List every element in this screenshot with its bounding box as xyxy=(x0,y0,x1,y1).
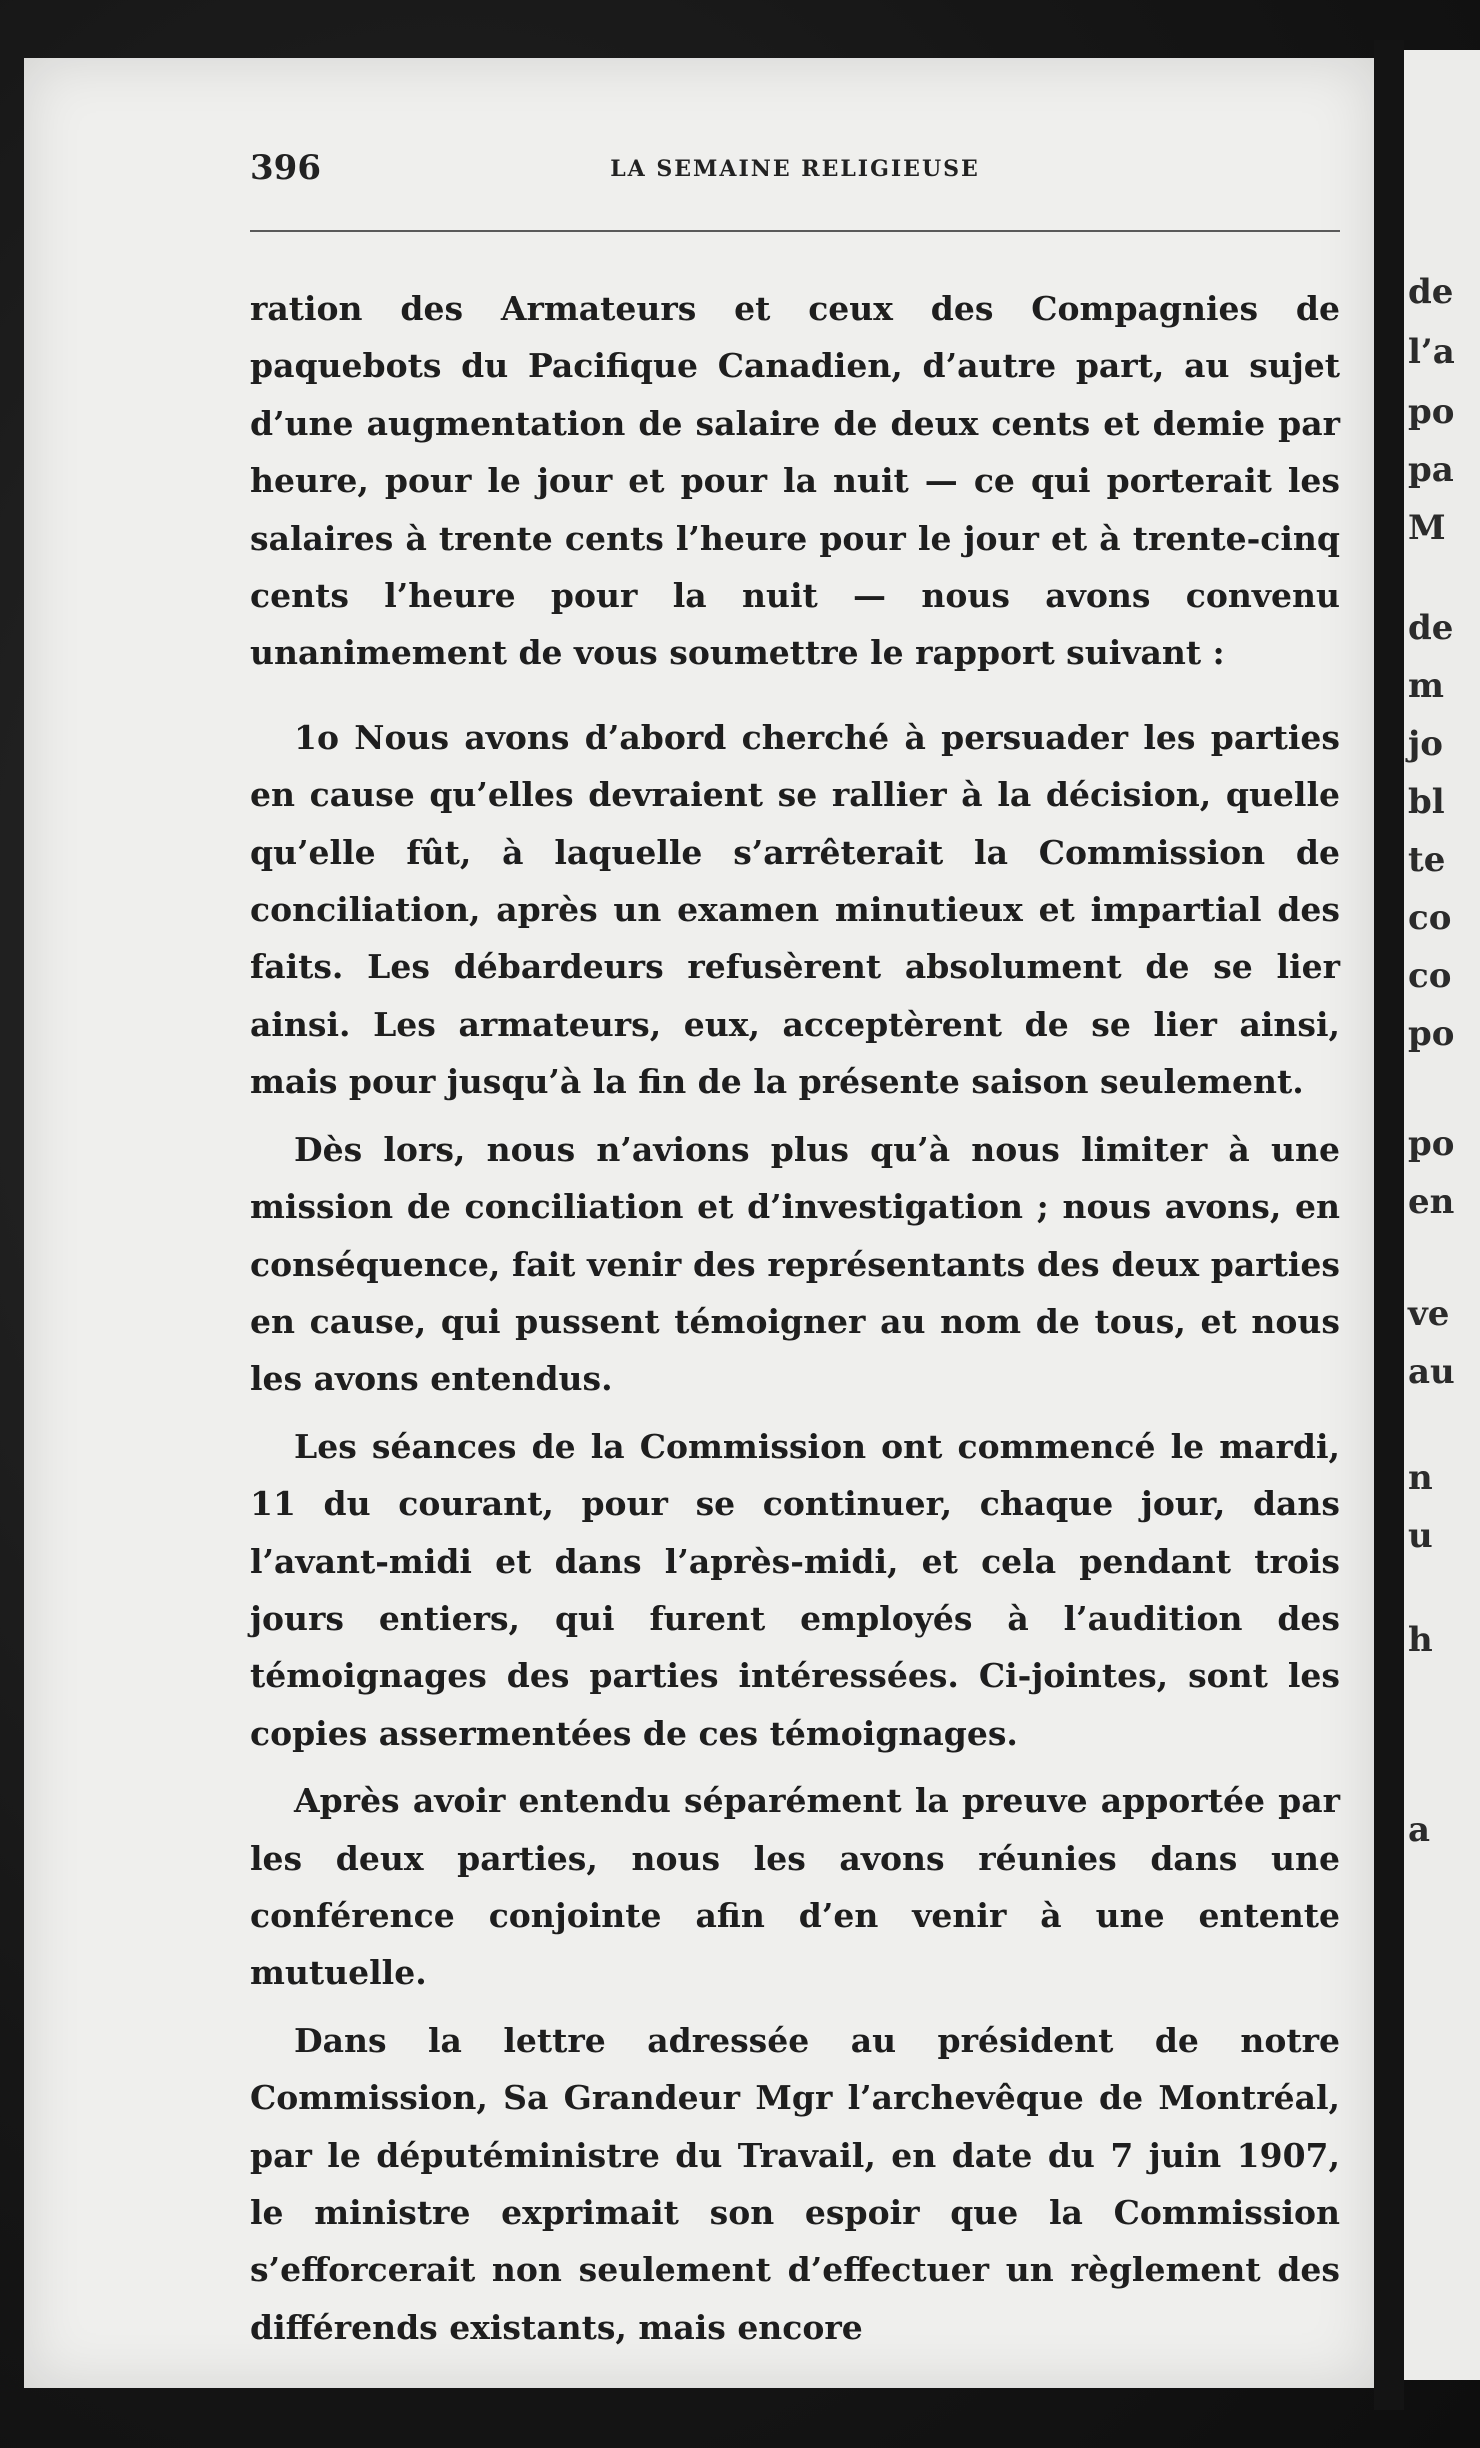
facing-fragment: n xyxy=(1408,1458,1433,1498)
facing-page-edge xyxy=(1404,50,1480,2380)
body-text xyxy=(250,280,1340,2356)
facing-fragment: au xyxy=(1408,1352,1455,1392)
facing-fragment: pa xyxy=(1408,450,1454,490)
facing-fragment: h xyxy=(1408,1620,1433,1660)
header-rule xyxy=(250,230,1340,232)
facing-fragment: M xyxy=(1408,508,1446,548)
facing-fragment: ve xyxy=(1408,1294,1450,1334)
facing-fragment: po xyxy=(1408,1014,1455,1054)
paragraph: ration des Armateurs et ceux des Compagnies de paquebots du Pacifique Canadien, d’autre part, au sujet d’une augmentation de salaire de deux cents et demie par heure, pour le jour et pour la nuit — ce qui porterait les salaires à trente cents l’heure pour le jour et à trente-cinq cents l’heure pour la nuit — nous avons convenu unanimement de vous soumettre le rapport suivant : xyxy=(250,289,1340,673)
page-number: 396 xyxy=(250,148,321,188)
paragraph: Les séances de la Commission ont commencé le mardi, 11 du courant, pour se continuer, chaque jour, dans l’avant-midi et dans l’après-midi, et cela pendant trois jours entiers, qui furent employés à l’audition des témoignages des parties intéressées. Ci-jointes, sont les copies assermentées de ces témoignages. xyxy=(250,1426,1340,1753)
facing-fragment: l’a xyxy=(1408,332,1455,372)
facing-fragment: de xyxy=(1408,272,1454,312)
facing-fragment: a xyxy=(1408,1810,1431,1850)
facing-fragment: po xyxy=(1408,392,1455,432)
paragraph: 1o Nous avons d’abord cherché à persuader les parties en cause qu’elles devraient se rallier à la décision, quelle qu’elle fût, à laquelle s’arrêterait la Commission de conciliation, après un examen minutieux et impartial des faits. Les débardeurs refusèrent absolument de se lier ainsi. Les armateurs, eux, acceptèrent de se lier ainsi, mais pour jusqu’à la fin de la présente saison seulement. xyxy=(250,717,1340,1102)
facing-fragment: jo xyxy=(1408,724,1443,764)
facing-fragment: bl xyxy=(1408,782,1445,822)
facing-fragment: te xyxy=(1408,840,1446,880)
facing-fragment: co xyxy=(1408,898,1452,938)
paragraph: Après avoir entendu séparément la preuve apportée par les deux parties, nous les avons réunies dans une conférence conjointe afin d’en venir à une entente mutuelle. xyxy=(250,1781,1340,1993)
page-header xyxy=(250,148,1340,198)
paragraph: Dès lors, nous n’avions plus qu’à nous limiter à une mission de conciliation et d’investigation ; nous avons, en conséquence, fait venir des représentants des deux parties en cause, qui pussent témoigner au nom de tous, et nous les avons entendus. xyxy=(250,1129,1340,1399)
facing-fragment: po xyxy=(1408,1124,1455,1164)
facing-fragment: m xyxy=(1408,666,1444,706)
paragraph: Dans la lettre adressée au président de notre Commission, Sa Grandeur Mgr l’archevêque de Montréal, par le députéministre du Travail, en date du 7 juin 1907, le ministre exprimait son espoir que la Commission s’efforcerait non seulement d’effectuer un règlement des différends existants, mais encore xyxy=(250,2020,1340,2347)
running-title: LA SEMAINE RELIGIEUSE xyxy=(610,156,980,182)
facing-fragment: en xyxy=(1408,1182,1455,1222)
facing-fragment: u xyxy=(1408,1516,1433,1556)
facing-fragment: co xyxy=(1408,956,1452,996)
facing-fragment: de xyxy=(1408,608,1454,648)
book-gutter xyxy=(1374,40,1404,2410)
